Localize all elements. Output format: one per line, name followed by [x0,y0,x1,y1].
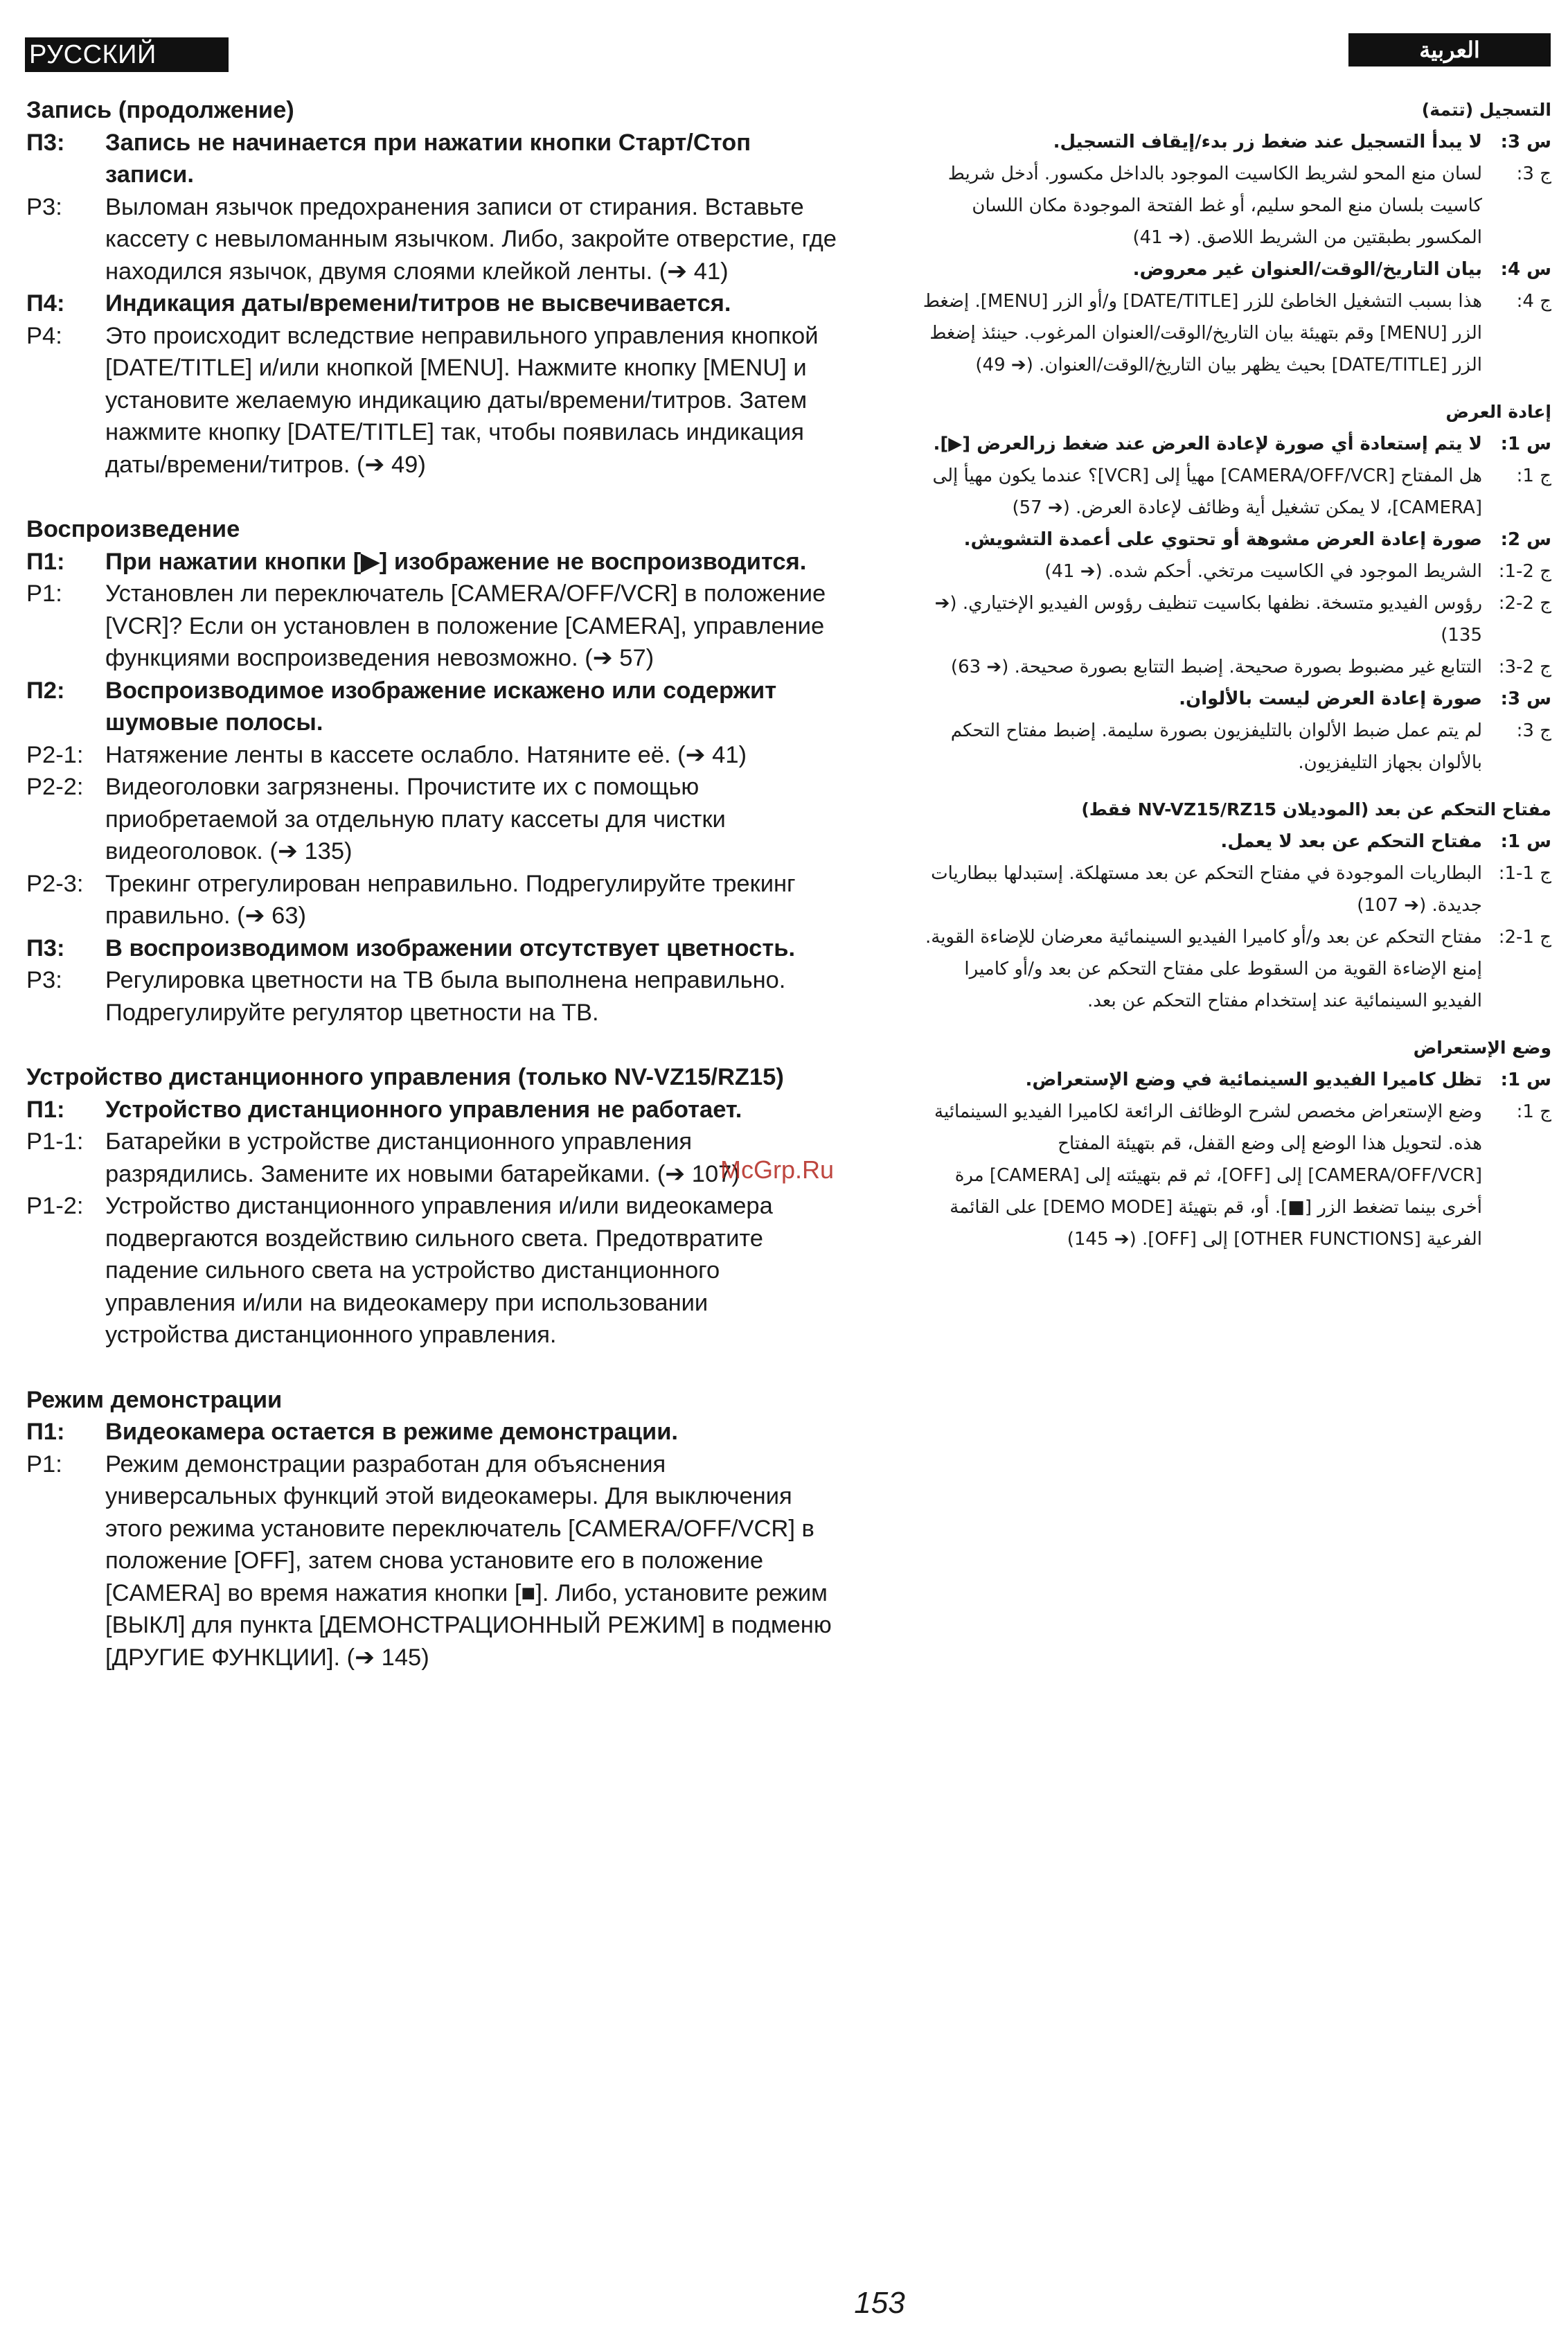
item-text: Запись не начинается при нажатии кнопки Старт/Стоп записи. [105,129,751,188]
item-text: لم يتم عمل ضبط الألوان بالتليفزيون بصورة سليمة. إضبط مفتاح التحكم بالألوان بجهاز التليفزيون. [950,720,1482,773]
item-label: ج 1-1: [1498,863,1551,884]
item-text: لا يتم إستعادة أي صورة لإعادة العرض عند ضغط زرالعرض [▶]. [933,434,1482,454]
section-heading: Режим демонстрации [26,1386,283,1413]
item-label: P1-2: [26,1193,84,1219]
item-label: ج 1: [1516,1101,1551,1122]
section-heading: إعادة العرض [1445,402,1551,422]
item-label: П2: [26,677,65,704]
item-text: صورة إعادة العرض ليست بالألوان. [1179,689,1482,709]
item-text: Индикация даты/времени/титров не высвечивается. [105,290,731,317]
item-label: س 3: [1500,689,1551,709]
item-label: P1: [26,1451,62,1478]
item-text: هل المفتاح [CAMERA/OFF/VCR] مهيأ إلى [VCR]؟ عندما يكون مهيأ إلى [CAMERA]، لا يمكن تشغيل أية وظائف لإعادة العرض. (➔ 57) [932,465,1482,518]
item-text: البطاريات الموجودة في مفتاح التحكم عن بعد مستهلكة. إستبدلها ببطاريات جديدة. (➔ 107) [931,863,1482,916]
item-text: Это происходит вследствие неправильного управления кнопкой [DATE/TITLE] и/или кнопкой [MENU]. Нажмите кнопку [MENU] и установите желаемую индикацию даты/времени/титров. Затем нажмите кнопку [DATE/TITLE] так, чтобы появилась индикация даты/времени/титров. (➔ 49) [105,322,819,478]
item-text: Воспроизводимое изображение искажено или содержит шумовые полосы. [105,677,777,736]
answer-item [900,285,1551,381]
answer-item [26,320,837,481]
ar-section [900,396,1551,779]
item-label: ج 3: [1516,720,1551,741]
item-label: س 3: [1500,132,1551,152]
item-label: ج 1: [1516,465,1551,486]
item-text: Батарейки в устройстве дистанционного управления разрядились. Замените их новыми батарейками. (➔ 107) [105,1128,740,1187]
ar-section [900,1032,1551,1255]
item-text: وضع الإستعراض مخصص لشرح الوظائف الرائعة لكاميرا الفيديو السينمائية هذه. لتحويل هذا الوضع إلى وضع القفل، قم بتهيئة المفتاح [CAMERA/OFF/VCR] إلى [OFF]، ثم قم بتهيئته إلى [CAMERA] مرة أخرى بينما تضغط الزر [■]. أو، قم بتهيئة [DEMO MODE] على القائمة الفرعية [OTHER FUNCTIONS] إلى [OFF]. (➔ 145) [934,1101,1482,1250]
item-label: ج 3: [1516,163,1551,184]
item-text: بيان التاريخ/الوقت/العنوان غير معروض. [1132,259,1482,280]
answer-item [26,771,837,868]
answer-item [900,651,1551,683]
question-item [900,683,1551,715]
question-item [900,826,1551,858]
question-item [26,932,837,965]
answer-item [900,556,1551,587]
item-label: ج 2-3: [1498,657,1551,677]
item-label: P3: [26,193,62,220]
item-text: Устройство дистанционного управления и/или видеокамера подвергаются воздействию сильного света. Предотвратите падение сильного света на устройство дистанционного управления и/или на видеокамеру при использовании устройства дистанционного управления. [105,1193,773,1348]
item-label: П1: [26,548,65,575]
item-label: P4: [26,322,62,349]
item-text: Трекинг отрегулирован неправильно. Подрегулируйте трекинг правильно. (➔ 63) [105,870,796,929]
question-item [26,1416,837,1448]
item-text: الشريط الموجود في الكاسيت مرتخي. أحكم شده. (➔ 41) [1044,561,1482,582]
item-text: Регулировка цветности на ТВ была выполнена неправильно. Подрегулируйте регулятор цветности на ТВ. [105,967,786,1026]
ru-section [26,1384,837,1674]
item-label: П4: [26,290,65,317]
section-heading: وضع الإستعراض [1413,1038,1551,1058]
ar-section [900,794,1551,1017]
ru-section [26,513,837,1029]
question-item [26,675,837,739]
language-tab-russian: РУССКИЙ ЯЗЫК [25,37,229,72]
item-text: لسان منع المحو لشريط الكاسيت الموجود بالداخل مكسور. أدخل شريط كاسيت بلسان منع المحو سليم، أو غط الفتحة الموجودة مكان اللسان المكسور بطبقتين من الشريط اللاصق. (➔ 41) [947,163,1482,248]
question-item [900,254,1551,285]
item-text: В воспроизводимом изображении отсутствует цветность. [105,934,796,961]
answer-item [900,921,1551,1017]
item-label: س 1: [1500,831,1551,852]
answer-item [26,1126,837,1190]
question-item [26,287,837,320]
language-tab-arabic: العربية [1348,33,1551,66]
item-text: Видеокамера остается в режиме демонстрации. [105,1419,678,1445]
question-item [900,126,1551,158]
item-label: ج 2-1: [1498,561,1551,582]
answer-item [26,739,837,772]
ru-section [26,94,837,481]
item-label: ج 2-2: [1498,593,1551,614]
question-item [26,127,837,191]
item-label: ج 4: [1516,291,1551,312]
item-label: س 1: [1500,1070,1551,1090]
item-label: П3: [26,129,65,156]
item-label: П1: [26,1096,65,1123]
item-text: هذا بسبب التشغيل الخاطئ للزر [DATE/TITLE] و/أو الزر [MENU]. إضغط الزر [MENU] وقم بتهيئة بيان التاريخ/الوقت/العنوان المرغوب. حينئذ إضغط الزر [DATE/TITLE] بحيث يظهر بيان التاريخ/الوقت/العنوان. (➔ 49) [923,291,1482,375]
item-label: س 1: [1500,434,1551,454]
item-label: P1-1: [26,1128,84,1155]
item-text: При нажатии кнопки [▶] изображение не воспроизводится. [105,548,807,575]
question-item [26,546,837,578]
item-label: ج 1-2: [1498,927,1551,948]
question-item [900,1064,1551,1096]
section-heading: مفتاح التحكم عن بعد (الموديلان NV-VZ15/RZ15 فقط) [1081,799,1551,819]
item-text: صورة إعادة العرض مشوهة أو تحتوي على أعمدة التشويش. [963,529,1482,550]
section-heading: Воспроизведение [26,516,240,542]
answer-item [900,158,1551,254]
item-text: التتابع غير مضبوط بصورة صحيحة. إضبط التتابع بصورة صحيحة. (➔ 63) [950,657,1482,677]
section-heading: Запись (продолжение) [26,97,294,123]
item-text: تظل كاميرا الفيديو السينمائية في وضع الإستعراض. [1025,1070,1482,1090]
item-text: لا يبدأ التسجيل عند ضغط زر بدء/إيقاف التسجيل. [1053,132,1482,152]
page-number: 153 [854,2286,905,2320]
item-text: مفتاح التحكم عن بعد لا يعمل. [1220,831,1482,852]
section-heading: Устройство дистанционного управления (только NV-VZ15/RZ15) [26,1064,784,1090]
question-item [900,428,1551,460]
item-text: Установлен ли переключатель [CAMERA/OFF/VCR] в положение [VCR]? Если он установлен в положение [CAMERA], управление функциями воспроизведения невозможно. (➔ 57) [105,580,826,671]
answer-item [900,587,1551,651]
answer-item [26,191,837,288]
answer-item [900,460,1551,524]
item-label: P2-3: [26,870,84,897]
item-label: П3: [26,934,65,961]
item-label: P3: [26,967,62,993]
item-label: س 4: [1500,259,1551,280]
answer-item [900,715,1551,779]
question-item [900,524,1551,556]
item-text: رؤوس الفيديو متسخة. نظفها بكاسيت تنظيف رؤوس الفيديو الإختياري. (➔ 135) [934,593,1482,646]
arabic-column [900,94,1551,1270]
item-label: P1: [26,580,62,607]
question-item [26,1094,837,1126]
item-text: مفتاح التحكم عن بعد و/أو كاميرا الفيديو السينمائية معرضان للإضاءة القوية. إمنع الإضاءة القوية من السقوط على مفتاح التحكم عن بعد و/أو كاميرا الفيديو السينمائية عند إستخدام مفتاح التحكم عن بعد. [925,927,1482,1011]
watermark: McGrp.Ru [720,1155,835,1184]
ar-section [900,94,1551,381]
answer-item [900,858,1551,921]
item-label: P2-2: [26,774,84,800]
item-text: Устройство дистанционного управления не работает. [105,1096,742,1123]
item-label: P2-1: [26,741,84,768]
item-label: П1: [26,1419,65,1445]
answer-item [26,1448,837,1674]
item-text: Выломан язычок предохранения записи от стирания. Вставьте кассету с невыломанным язычком. Либо, закройте отверстие, где находился язычок, двумя слоями клейкой ленты. (➔ 41) [105,193,837,285]
item-label: س 2: [1500,529,1551,550]
section-heading: التسجيل (تتمة) [1421,100,1551,120]
answer-item [900,1096,1551,1255]
ru-section [26,1061,837,1351]
item-text: Натяжение ленты в кассете ослабло. Натяните её. (➔ 41) [105,741,747,768]
answer-item [26,578,837,675]
answer-item [26,1190,837,1351]
russian-column [26,94,837,1674]
answer-item [26,964,837,1029]
item-text: Видеоголовки загрязнены. Прочистите их с помощью приобретаемой за отдельную плату кассеты для чистки видеоголовок. (➔ 135) [105,774,726,864]
answer-item [26,868,837,932]
item-text: Режим демонстрации разработан для объяснения универсальных функций этой видеокамеры. Для выключения этого режима установите переключатель [CAMERA/OFF/VCR] в положение [OFF], затем снова установите его в положение [CAMERA] во время нажатия кнопки [■]. Либо, установите режим [ВЫКЛ] для пункта [ДЕМОНСТРАЦИОННЫЙ РЕЖИМ] в подменю [ДРУГИЕ ФУНКЦИИ]. (➔ 145) [105,1451,832,1671]
